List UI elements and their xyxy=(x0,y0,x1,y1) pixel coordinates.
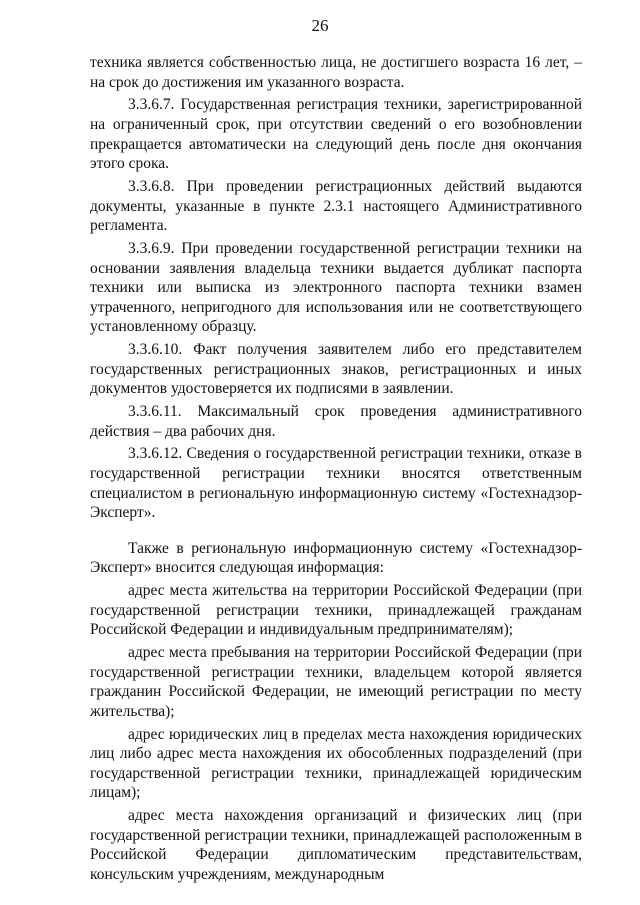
paragraph-3-3-6-8: 3.3.6.8. При проведении регистрационных действий выдаются документы, указанные в пункте 2.3.1 настоящего Административного регламента. xyxy=(90,177,582,235)
paragraph-also-entered: Также в региональную информационную систему «Гостехнадзор-Эксперт» вносится следующая информация: xyxy=(90,539,582,577)
page-number: 26 xyxy=(311,16,329,35)
list-item-residence-address: адрес места жительства на территории Российской Федерации (при государственной регистрации техники, принадлежащей гражданам Российской Федерации и индивидуальным предпринимателям); xyxy=(90,582,582,639)
list-item-legal-entity-address: адрес юридических лиц в пределах места нахождения юридических лиц либо адрес места нахождения их обособленных подразделений (при государственной регистрации техники, принадлежащей юридическим лицам); xyxy=(90,725,582,802)
paragraph-3-3-6-11: 3.3.6.11. Максимальный срок проведения административного действия – два рабочих дня. xyxy=(90,403,582,440)
paragraph-continuation: техника является собственностью лица, не достигшего возраста 16 лет, – на срок до достижения им указанного возраста. xyxy=(90,54,582,91)
list-item-organization-address: адрес места нахождения организаций и физических лиц (при государственной регистрации техники, принадлежащей расположенным в Российской Федерации дипломатическим представительствам, консульским учреждениям, международным xyxy=(90,807,582,884)
paragraph-3-3-6-12: 3.3.6.12. Сведения о государственной регистрации техники, отказе в государственной регистрации техники вносятся ответственным специалистом в региональную информационную систему «Гостехнадзор-Эксперт». xyxy=(90,445,582,522)
paragraph-3-3-6-7: 3.3.6.7. Государственная регистрация техники, зарегистрированной на ограниченный срок, при отсутствии сведений о его возобновлении прекращается автоматически на следующий день после дня окончания этого срока. xyxy=(90,96,582,173)
paragraph-3-3-6-9: 3.3.6.9. При проведении государственной регистрации техники на основании заявления владельца техники выдается дубликат паспорта техники или выписка из электронного паспорта техники взамен утраченного, непригодного для использования или не соответствующего установленному образцу. xyxy=(90,239,582,336)
paragraph-3-3-6-10: 3.3.6.10. Факт получения заявителем либо его представителем государственных регистрационных знаков, регистрационных и иных документов удостоверяется их подписями в заявлении. xyxy=(90,341,582,398)
list-item-stay-address: адрес места пребывания на территории Российской Федерации (при государственной регистрации техники, владельцем которой является гражданин Российской Федерации, не имеющий регистрации по месту жительства); xyxy=(90,644,582,720)
document-body xyxy=(90,53,582,888)
